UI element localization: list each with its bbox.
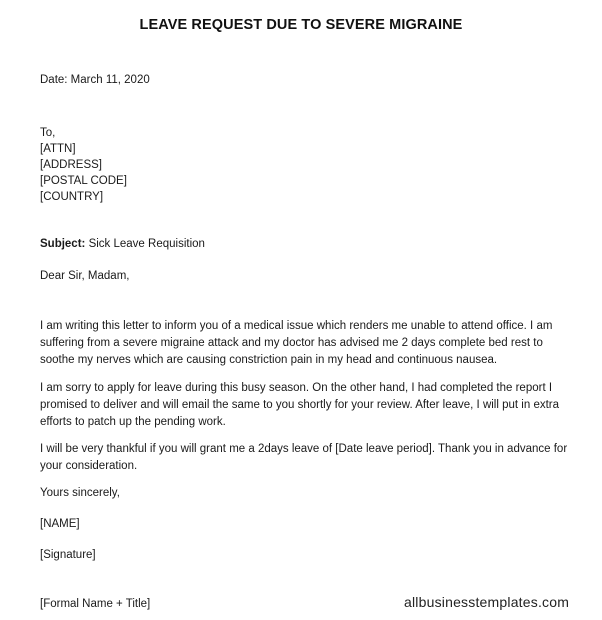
sender-name: [NAME]	[40, 518, 80, 530]
signature: [Signature]	[40, 549, 96, 561]
formal-name-title: [Formal Name + Title]	[40, 598, 151, 610]
body-paragraph-1: I am writing this letter to inform you of a medical issue which renders me unable to attend office. I am suffering from a severe migraine attack and my doctor has advised me 2 days complete bed rest to soothe my nerves which are causing constriction pain in my head and continuous nausea.	[40, 320, 553, 366]
closing: Yours sincerely,	[40, 487, 120, 499]
body-paragraph-3: I will be very thankful if you will grant me a 2days leave of [Date leave period]. Thank you in advance for your consideration.	[40, 443, 568, 472]
body-paragraph-2: I am sorry to apply for leave during this busy season. On the other hand, I had completed the report I promised to deliver and will email the same to you shortly for your review. After leave, I will put in extra efforts to patch up the pending work.	[40, 382, 560, 428]
subject-text: Sick Leave Requisition	[88, 238, 205, 250]
letter-date: Date: March 11, 2020	[40, 74, 150, 86]
recipient-to: To,	[40, 127, 56, 139]
brand-watermark: allbusinesstemplates.com	[404, 594, 570, 610]
subject-line	[40, 236, 205, 252]
recipient-country: [COUNTRY]	[40, 191, 104, 203]
recipient-address: [ADDRESS]	[40, 159, 102, 171]
recipient-postal-code: [POSTAL CODE]	[40, 175, 127, 187]
recipient-attn: [ATTN]	[40, 143, 76, 155]
document-title: LEAVE REQUEST DUE TO SEVERE MIGRAINE	[139, 17, 463, 33]
subject-label: Subject:	[40, 238, 86, 250]
salutation: Dear Sir, Madam,	[40, 270, 130, 282]
